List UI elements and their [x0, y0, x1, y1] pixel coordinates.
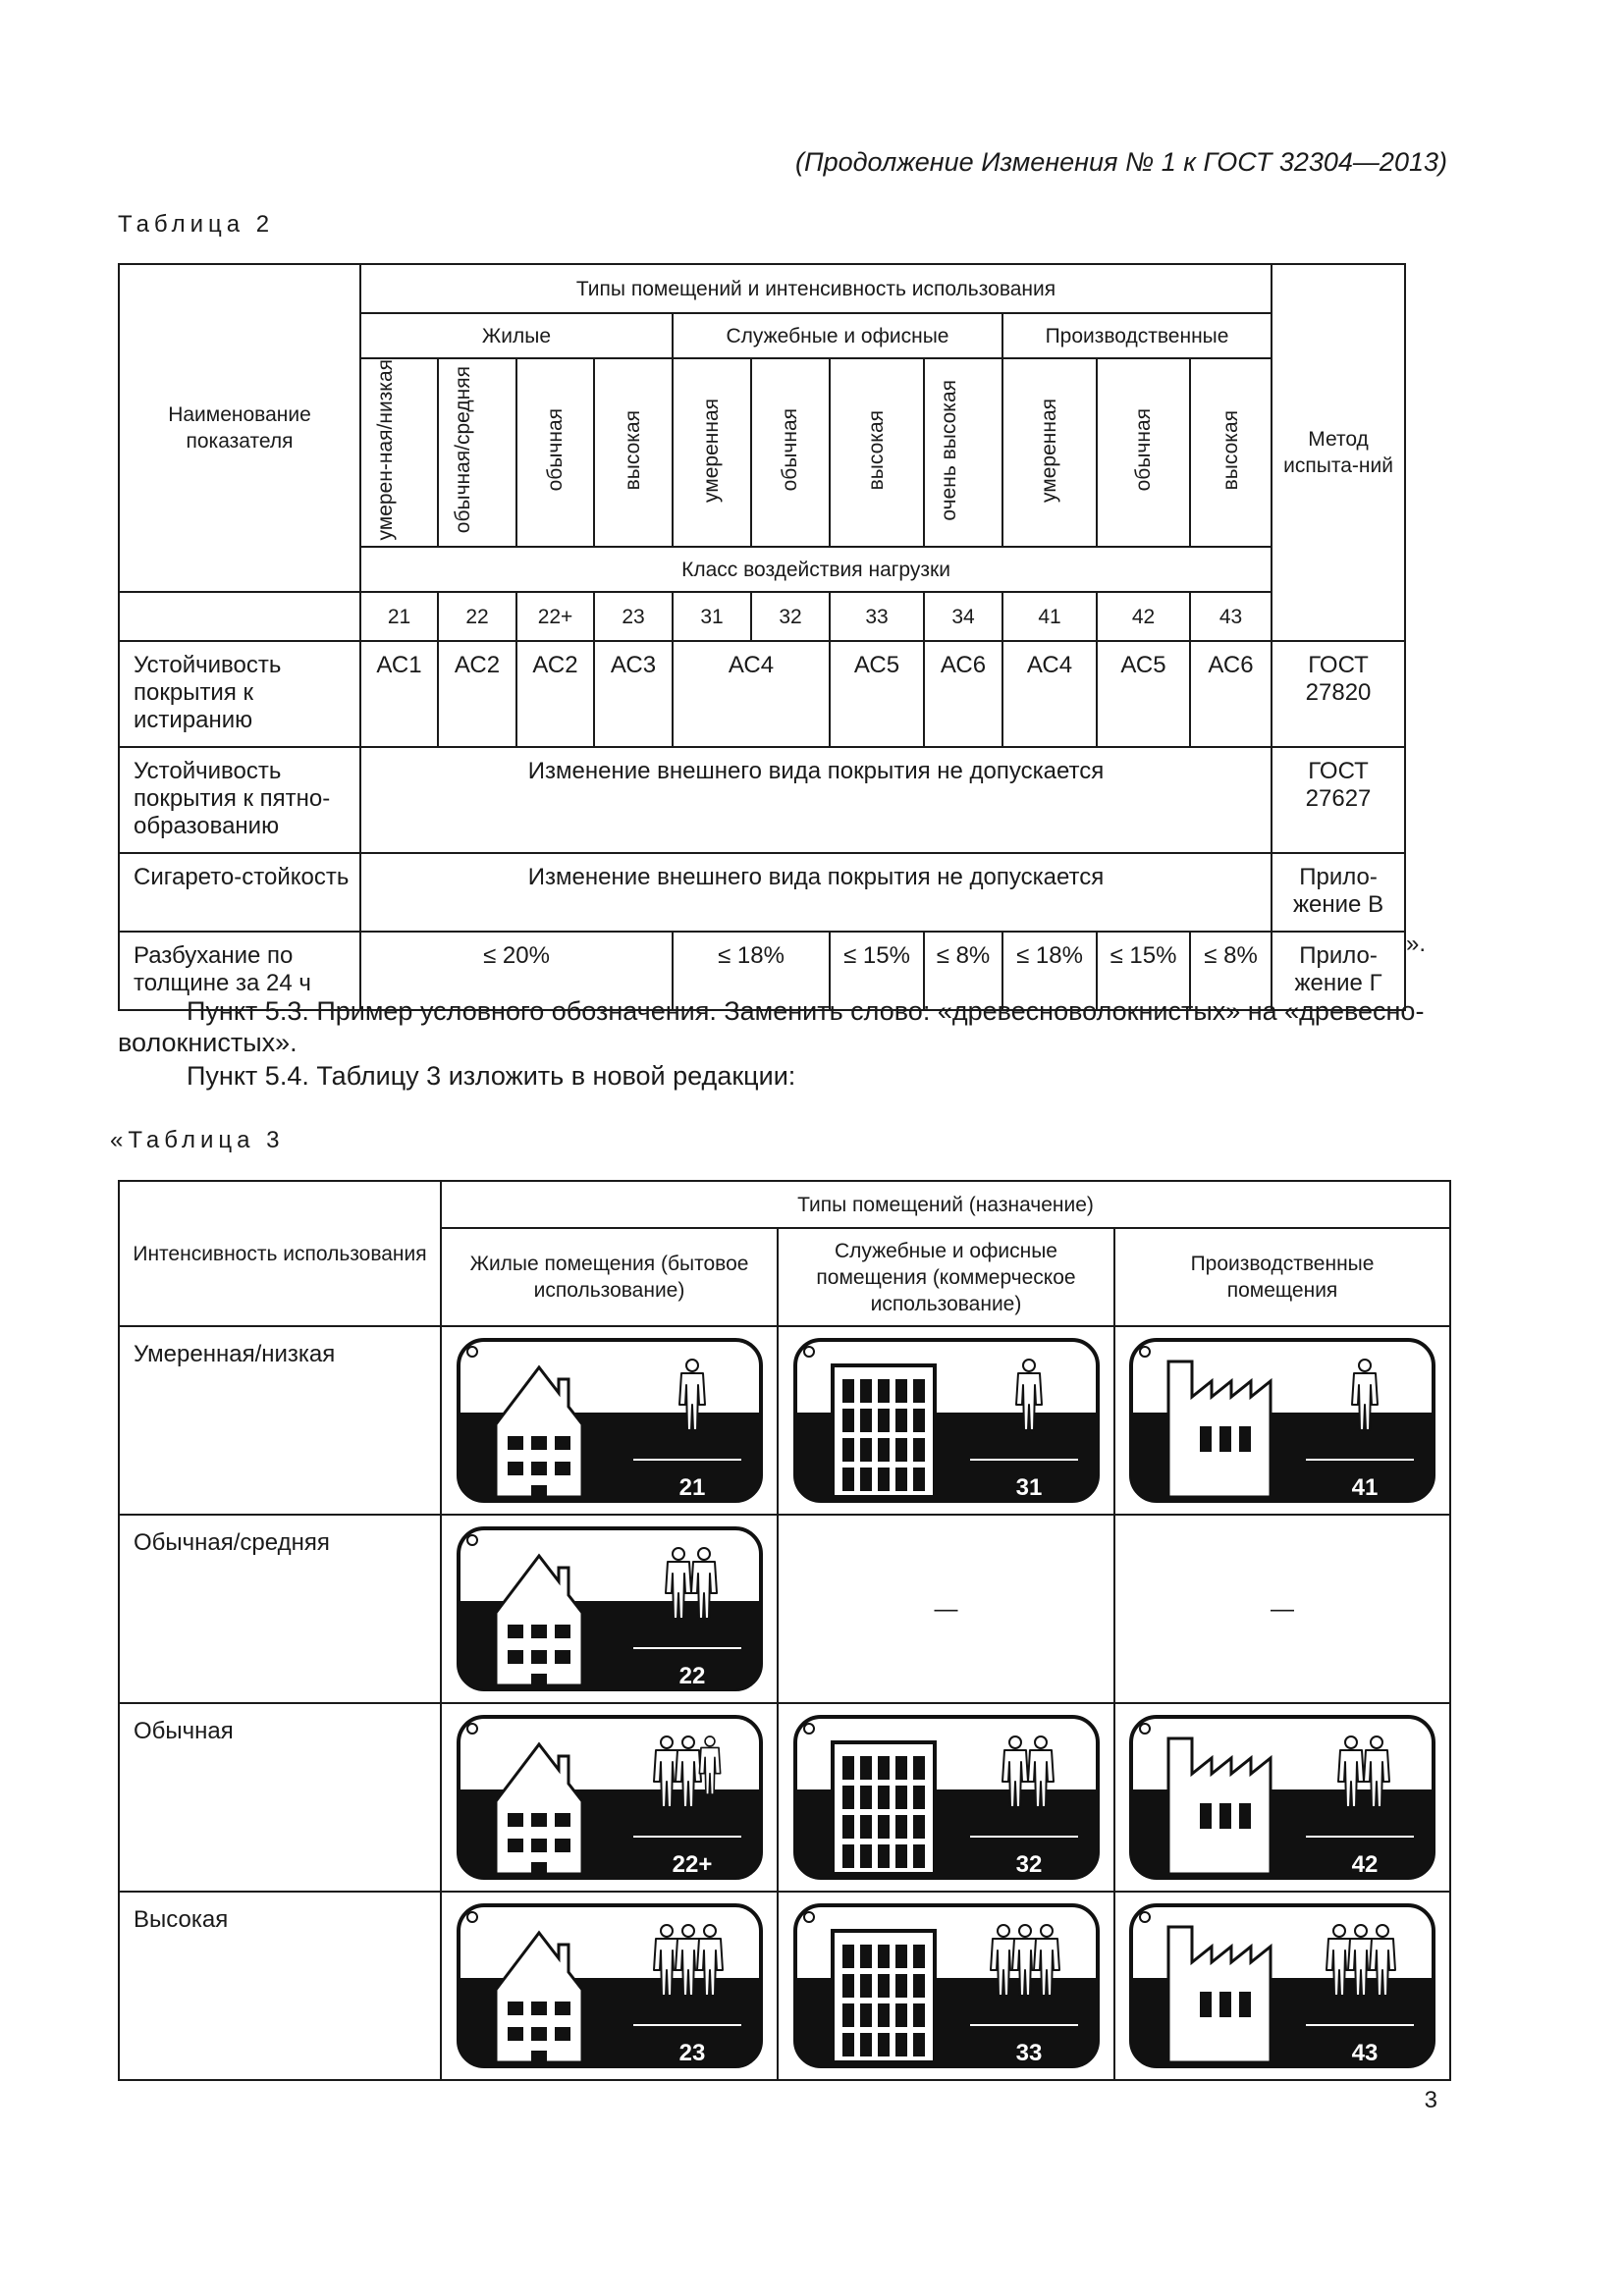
intensity-header: Интенсивность использования — [119, 1181, 441, 1326]
table2-caption: Таблица 2 — [118, 211, 275, 238]
types-header: Типы помещений и интенсивность использования — [360, 264, 1272, 313]
table-cell: АС1 — [360, 641, 438, 747]
intensity-label: Высокая — [119, 1892, 441, 2080]
class-number-label: 33 — [1015, 2040, 1042, 2066]
class-number: 21 — [360, 592, 438, 641]
class-number: 33 — [830, 592, 924, 641]
table3-caption: «Таблица 3 — [110, 1127, 285, 1153]
usage-pictogram — [778, 1326, 1114, 1515]
table-cell: АС2 — [516, 641, 594, 747]
intensity-label: Обычная — [119, 1703, 441, 1892]
method-cell: Прило-жение Г — [1272, 932, 1405, 1010]
subgroup-header: очень высокая — [938, 379, 960, 521]
office-icon — [793, 1715, 1100, 1880]
class-number-label: 43 — [1351, 2040, 1379, 2066]
table-cell: АС5 — [1097, 641, 1190, 747]
subgroup-header: высокая — [622, 409, 644, 491]
class-number: 42 — [1097, 592, 1190, 641]
class-number: 31 — [673, 592, 751, 641]
factory-icon — [1129, 1338, 1435, 1503]
class-number: 43 — [1190, 592, 1272, 641]
table-cell: АС4 — [1002, 641, 1097, 747]
row-name: Разбухание по толщине за 24 ч — [119, 932, 360, 1010]
table-3 — [118, 1180, 1451, 2081]
types-header: Типы помещений (назначение) — [441, 1181, 1450, 1228]
office-icon — [793, 1338, 1100, 1503]
document-header: (Продолжение Изменения № 1 к ГОСТ 32304—2013) — [795, 147, 1447, 177]
method-cell: ГОСТ 27627 — [1272, 747, 1405, 853]
table-cell: АС2 — [438, 641, 516, 747]
usage-pictogram — [441, 1892, 778, 2080]
house-icon — [457, 1338, 763, 1503]
column-header: Жилые помещения (бытовое использование) — [441, 1228, 778, 1326]
subgroup-header: умеренная — [1038, 398, 1060, 503]
table-cell: АС3 — [594, 641, 673, 747]
intensity-label: Умеренная/низкая — [119, 1326, 441, 1515]
class-number: 22 — [438, 592, 516, 641]
group-header: Служебные и офисные — [673, 313, 1002, 358]
paragraph-5-4: Пункт 5.4. Таблицу 3 изложить в новой редакции: — [187, 1061, 796, 1091]
class-number-label: 31 — [1015, 1474, 1042, 1501]
class-number: 41 — [1002, 592, 1097, 641]
table-cell: ≤ 15% — [830, 932, 924, 1010]
class-number-label: 21 — [678, 1474, 705, 1501]
usage-pictogram — [1114, 1326, 1450, 1515]
class-number-label: 41 — [1351, 1474, 1379, 1501]
intensity-label: Обычная/средняя — [119, 1515, 441, 1703]
table-cell: ≤ 18% — [1002, 932, 1097, 1010]
class-number-label: 22+ — [672, 1851, 712, 1878]
class-number-label: 23 — [678, 2040, 705, 2066]
subgroup-header: умеренная — [700, 398, 723, 503]
class-header: Класс воздействия нагрузки — [360, 547, 1272, 592]
column-header: Служебные и офисные помещения (коммерческое использование) — [778, 1228, 1114, 1326]
table-cell: ≤ 8% — [924, 932, 1002, 1010]
table-cell: Изменение внешнего вида покрытия не допускается — [360, 853, 1272, 932]
usage-pictogram — [778, 1892, 1114, 2080]
empty-dash: — — [1114, 1515, 1450, 1703]
class-number: 34 — [924, 592, 1002, 641]
row-name: Устойчивость покрытия к истиранию — [119, 641, 360, 747]
usage-pictogram — [778, 1703, 1114, 1892]
closing-quote: ». — [1406, 931, 1427, 957]
method-header: Метод испыта-ний — [1272, 264, 1405, 641]
usage-pictogram — [441, 1326, 778, 1515]
office-icon — [793, 1903, 1100, 2068]
name-header: Наименование показателя — [119, 264, 360, 592]
table-cell: ≤ 18% — [673, 932, 830, 1010]
column-header: Производственные помещения — [1114, 1228, 1450, 1326]
subgroup-header: умерен-ная/низкая — [373, 359, 397, 541]
table-cell: АС4 — [673, 641, 830, 747]
table-cell: ≤ 20% — [360, 932, 673, 1010]
subgroup-header: обычная — [543, 408, 567, 492]
method-cell: Прило-жение В — [1272, 853, 1405, 932]
class-number: 32 — [751, 592, 830, 641]
house-icon — [457, 1526, 763, 1691]
class-number-label: 42 — [1351, 1851, 1379, 1878]
class-number-label: 32 — [1015, 1851, 1042, 1878]
class-number: 23 — [594, 592, 673, 641]
subgroup-header: высокая — [865, 409, 888, 491]
table-cell: АС6 — [924, 641, 1002, 747]
subgroup-header: обычная — [779, 408, 801, 492]
table-cell: АС5 — [830, 641, 924, 747]
usage-pictogram — [441, 1703, 778, 1892]
factory-icon — [1129, 1715, 1435, 1880]
class-number-label: 22 — [678, 1663, 705, 1689]
paragraph-5-3: Пункт 5.3. Пример условного обозначения. Заменить слово: «древесноволокнистых» на «древесно-волокнистых». — [118, 996, 1425, 1057]
table-cell: ≤ 8% — [1190, 932, 1272, 1010]
usage-pictogram — [1114, 1892, 1450, 2080]
empty-dash: — — [778, 1515, 1114, 1703]
class-number: 22+ — [516, 592, 594, 641]
group-header: Производственные — [1002, 313, 1272, 358]
table-cell: Изменение внешнего вида покрытия не допускается — [360, 747, 1272, 853]
house-icon — [457, 1903, 763, 2068]
method-cell: ГОСТ 27820 — [1272, 641, 1405, 747]
subgroup-header: обычная — [1131, 408, 1155, 492]
house-icon — [457, 1715, 763, 1880]
table-cell: АС6 — [1190, 641, 1272, 747]
factory-icon — [1129, 1903, 1435, 2068]
usage-pictogram — [1114, 1703, 1450, 1892]
usage-pictogram — [441, 1515, 778, 1703]
page-number: 3 — [1424, 2087, 1437, 2113]
table-2 — [118, 263, 1406, 1011]
row-name: Устойчивость покрытия к пятно-образованию — [119, 747, 360, 853]
subgroup-header: обычная/средняя — [452, 366, 474, 534]
subgroup-header: высокая — [1218, 409, 1242, 491]
table-cell: ≤ 15% — [1097, 932, 1190, 1010]
row-name: Сигарето-стойкость — [119, 853, 360, 932]
group-header: Жилые — [360, 313, 673, 358]
